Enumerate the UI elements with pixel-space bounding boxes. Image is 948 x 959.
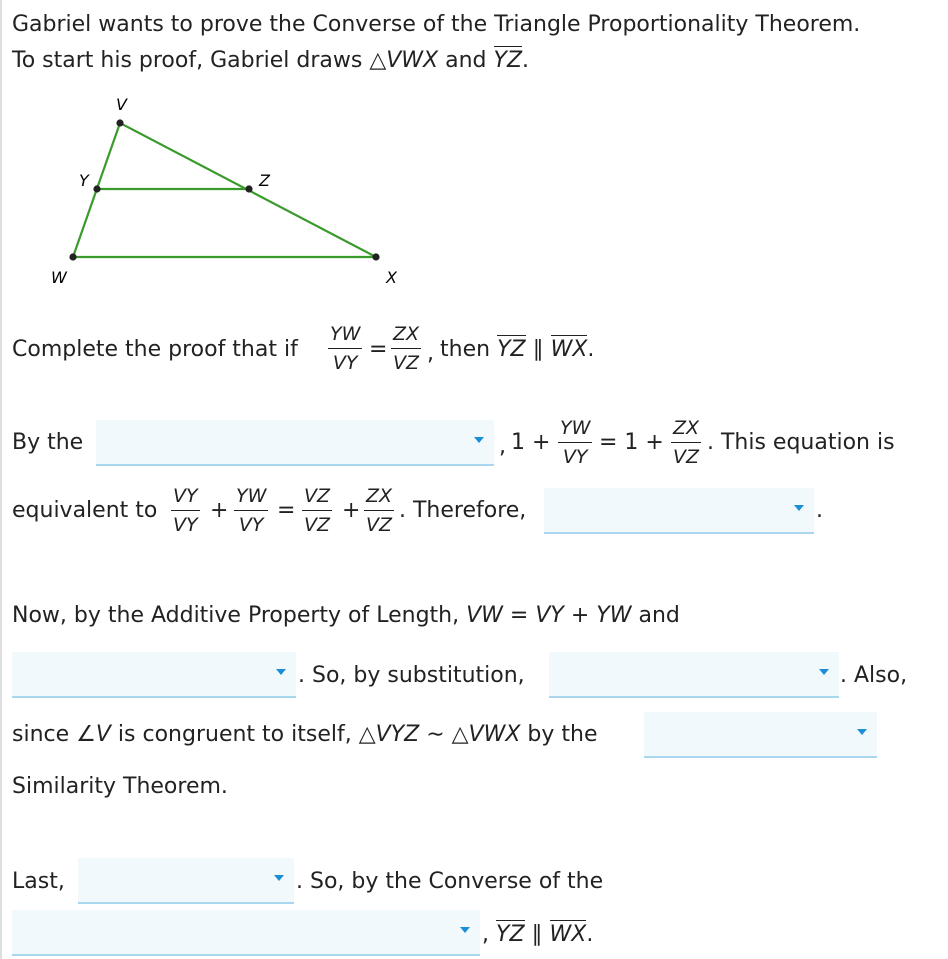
plus-sign: + [210, 498, 229, 523]
dropdown-5[interactable] [644, 712, 877, 758]
equals-sign: = [277, 498, 296, 523]
point-z [245, 185, 252, 192]
chevron-down-icon [474, 435, 484, 445]
diagram-lines [73, 123, 376, 257]
equals-sign: = [369, 337, 388, 362]
label-v: V [116, 95, 127, 114]
complete-prefix: Complete the proof that if [12, 337, 298, 362]
point-v [116, 119, 123, 126]
label-y: Y [79, 171, 89, 190]
point-w [69, 253, 76, 260]
so-by-converse: . So, by the Converse of the [296, 869, 604, 894]
plus-sign: + [342, 498, 361, 523]
last-label: Last, [12, 869, 65, 894]
equation-tail: . This equation is [707, 430, 895, 455]
since-line: since ∠V is congruent to itself, △VYZ ∼ △VWX by the [12, 722, 598, 747]
by-the-label: By the [12, 430, 84, 455]
chevron-down-icon [274, 873, 284, 883]
segment-yz: YZ [493, 48, 523, 73]
triangle-diagram [0, 90, 420, 290]
final-conclusion: , YZ ∥ WX. [482, 922, 594, 947]
chevron-down-icon [819, 667, 829, 677]
dropdown-3[interactable] [12, 652, 296, 698]
dropdown-4[interactable] [549, 652, 839, 698]
fraction-zx-vz-3: $\frac{ZX}{VZ}$ [366, 485, 393, 536]
point-y [93, 185, 100, 192]
dropdown-7[interactable] [12, 910, 480, 956]
fraction-vy-vy: $\frac{VY}{VY}$ [173, 485, 198, 536]
so-by-substitution: . So, by substitution, [298, 663, 525, 688]
also-label: . Also, [840, 663, 908, 688]
chevron-down-icon [276, 667, 286, 677]
intro-line-2: To start his proof, Gabriel draws △VWX and YZ. [12, 48, 530, 73]
comma: , [499, 434, 506, 459]
fraction-yw-vy-2: $\frac{YW}{VY}$ [560, 417, 591, 468]
complete-then: then YZ ∥ WX. [440, 337, 595, 362]
comma: , [427, 341, 434, 366]
fraction-yw-vy: $\frac{YW}{VY}$ [330, 323, 361, 374]
chevron-down-icon [460, 925, 470, 935]
additive-property-line: Now, by the Additive Property of Length, VW = VY + YW and [12, 603, 680, 628]
dropdown-2[interactable] [544, 488, 814, 534]
chevron-down-icon [794, 503, 804, 513]
fraction-vz-vz: $\frac{VZ}{VZ}$ [304, 485, 331, 536]
equivalent-to: equivalent to [12, 498, 158, 523]
equals-one-plus: = 1 + [599, 430, 664, 455]
label-z: Z [259, 171, 270, 190]
label-w: W [51, 268, 67, 287]
intro-line-1: Gabriel wants to prove the Converse of the Triangle Proportionality Theorem. [12, 12, 861, 37]
fraction-zx-vz: $\frac{ZX}{VZ}$ [393, 323, 420, 374]
point-x [372, 253, 379, 260]
similarity-theorem: Similarity Theorem. [12, 774, 228, 799]
fraction-yw-vy-3: $\frac{YW}{VY}$ [236, 485, 267, 536]
triangle-vwx: △VWX [369, 48, 439, 73]
dropdown-6[interactable] [78, 858, 294, 904]
dropdown-1[interactable] [96, 420, 494, 466]
chevron-down-icon [857, 727, 867, 737]
label-x: X [386, 268, 397, 287]
period: . [816, 498, 823, 523]
one-plus: 1 + [511, 430, 551, 455]
therefore-label: . Therefore, [399, 498, 527, 523]
fraction-zx-vz-2: $\frac{ZX}{VZ}$ [673, 417, 700, 468]
